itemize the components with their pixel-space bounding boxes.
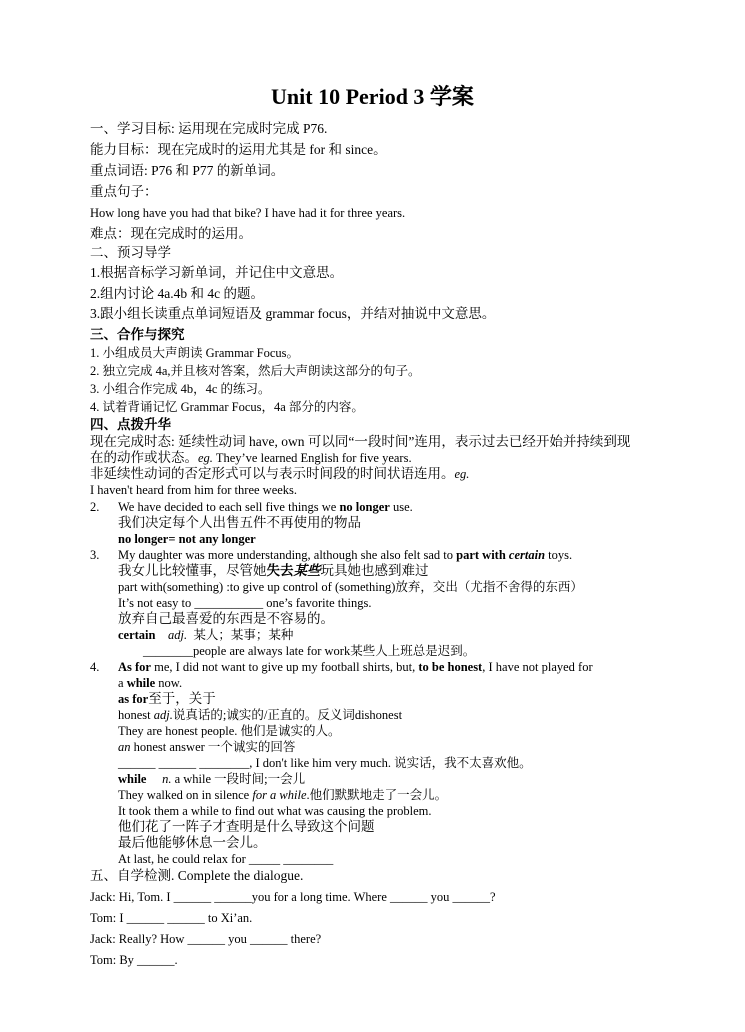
key-sentences-label: 重点句子： [90,184,158,199]
point2-sentence: We have decided to each sell five things we no longer use. [118,500,413,514]
upgrade-heading: 四、点拨升华 [90,417,171,432]
honest-example: an honest answer 一个诚实的回答 [118,740,296,754]
upgrade-text: I haven't heard from him for three weeks. [90,483,298,497]
preview-heading: 二、预习导学 [90,245,171,260]
point4-sentence: As for me, I did not want to give up my football shirts, but, to be honest, I have not played for [118,660,593,674]
part-with-definition: part with(something) :to give up control of (something)放弃，交出（尤指不舍得的东西） [118,580,583,594]
page-title: Unit 10 Period 3 学案 [271,84,474,109]
while-definition: while n. a while 一段时间;一会儿 [118,772,306,786]
while-fill-blank: At last, he could relax for _____ ________ [118,852,334,866]
point2-translation: 我们决定每个人出售五件不再使用的物品 [118,515,361,530]
upgrade-text: 在的动作或状态。eg. They’ve learned English for five years. [90,450,412,465]
point3-translation: 我女儿比较懂事，尽管她失去某些玩具她也感到难过 [118,563,429,578]
key-vocab: 重点词语: P76 和 P77 的新单词。 [90,163,285,178]
key-sentence-example: How long have you had that bike? I have had it for three years. [90,206,406,220]
as-for-definition: as for至于，关于 [118,691,216,706]
upgrade-text: 非延续性动词的否定形式可以与表示时间段的时间状语连用。eg. [90,466,470,481]
dialogue-line: Tom: I ______ ______ to Xi’an. [90,911,253,925]
preview-item: 1.根据音标学习新单词，并记住中文意思。 [90,265,344,280]
point-number: 2. [90,500,100,514]
while-example-translation: 最后他能够休息一会儿。 [118,835,267,850]
cooperate-heading: 三、合作与探究 [90,327,185,342]
difficulty: 难点：现在完成时的运用。 [90,226,252,241]
cooperate-item: 1. 小组成员大声朗读 Grammar Focus。 [90,346,300,360]
dialogue-line: Jack: Really? How ______ you ______ there? [90,932,322,946]
cooperate-item: 2. 独立完成 4a,并且核对答案，然后大声朗读这部分的句子。 [90,364,421,378]
point4-sentence-cont: a while now. [118,676,183,690]
certain-example: ________people are always late for work某些人上班总是迟到。 [143,644,476,658]
dialogue-line: Jack: Hi, Tom. I ______ ______you for a long time. Where ______ you ______? [90,890,496,904]
part-with-fill-translation: 放弃自己最喜爱的东西是不容易的。 [118,611,334,626]
honest-fill-blank: ______ ______ ________, I don't like him very much. 说实话，我不太喜欢他。 [118,756,532,770]
learning-goal: 一、学习目标: 运用现在完成时完成 P76. [90,121,328,136]
while-example: It took them a while to find out what was causing the problem. [118,804,432,818]
honest-definition: honest adj.说真话的;诚实的/正直的。反义词dishonest [118,708,403,722]
cooperate-item: 3. 小组合作完成 4b，4c 的练习。 [90,382,271,396]
while-example-translation: 他们花了一阵子才查明是什么导致这个问题 [118,819,375,834]
certain-definition: certain adj. 某人；某事；某种 [118,628,294,642]
upgrade-text: 现在完成时态: 延续性动词 have, own 可以同“一段时间”连用，表示过去已经开始并持续到现 [90,434,631,449]
point-number: 3. [90,548,100,562]
honest-example: They are honest people. 他们是诚实的人。 [118,724,341,738]
while-example: They walked on in silence for a while.他们默默地走了一会儿。 [118,788,448,802]
test-heading: 五、自学检测. Complete the dialogue. [90,868,304,883]
point2-equivalence: no longer= not any longer [118,532,256,546]
dialogue-line: Tom: By ______. [90,953,178,967]
preview-item: 2.组内讨论 4a.4b 和 4c 的题。 [90,286,264,301]
preview-item: 3.跟小组长读重点单词短语及 grammar focus，并结对抽说中文意思。 [90,306,496,321]
point3-sentence: My daughter was more understanding, although she also felt sad to part with certain toys. [118,548,573,562]
cooperate-item: 4. 试着背诵记忆 Grammar Focus，4a 部分的内容。 [90,400,364,414]
ability-goal: 能力目标：现在完成时的运用尤其是 for 和 since。 [90,142,387,157]
point-number: 4. [90,660,100,674]
part-with-fill-blank: It’s not easy to ___________ one’s favorite things. [118,596,372,610]
